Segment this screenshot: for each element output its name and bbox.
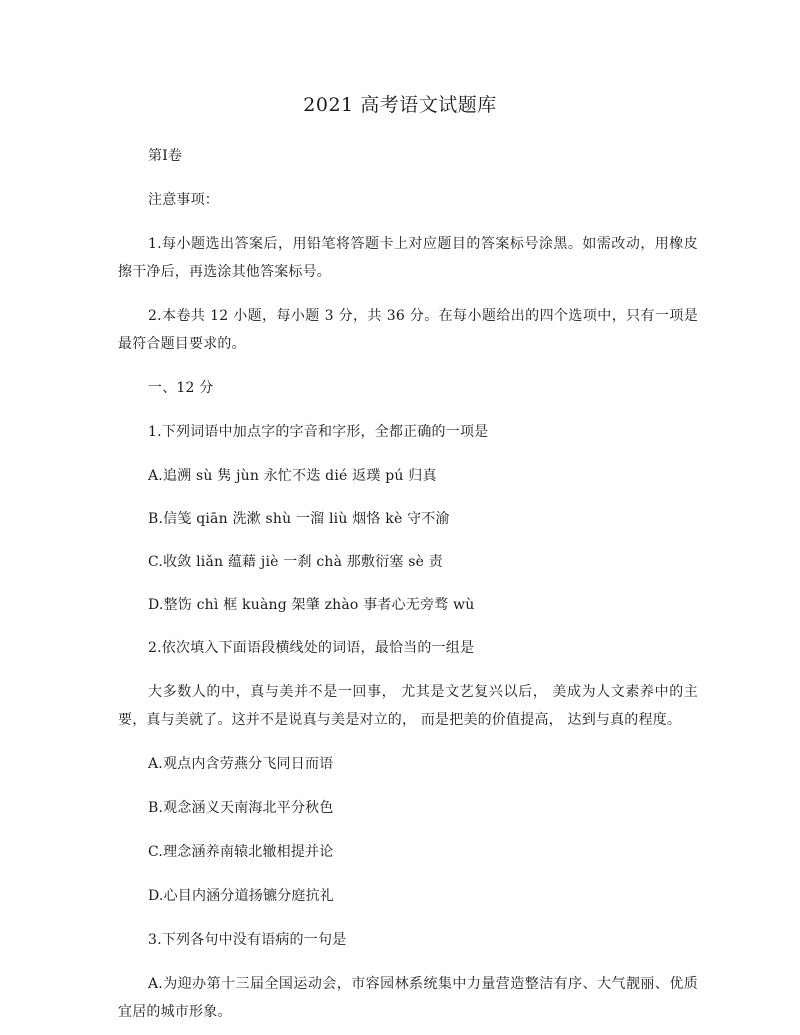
question-1-option-d: D.整饬 chì 框 kuàng 架肇 zhào 事者心无旁骛 wù [148, 597, 475, 613]
question-2-option-b: B.观念涵义天南海北平分秋色 [148, 800, 334, 816]
notice-heading: 注意事项： [148, 192, 219, 208]
notice-item-1: 1.每小题选出答案后，用铅笔将答题卡上对应题目的答案标号涂黑。如需改动，用橡皮擦干净后，再选涂其他答案标号。 [118, 236, 698, 280]
question-1-stem: 1.下列词语中加点字的字音和字形，全都正确的一项是 [148, 424, 489, 440]
part-heading: 一、12 分 [148, 380, 214, 396]
question-3-option-a: A.为迎办第十三届全国运动会，市容园林系统集中力量营造整洁有序、大气靓丽、优质宜居的城市形象。 [118, 976, 698, 1020]
question-1-option-c: C.收敛 liǎn 蕴藉 jiè 一刹 chà 那敷衍塞 sè 责 [148, 554, 443, 570]
question-1-option-a: A.追溯 sù 隽 jùn 永忙不迭 dié 返璞 pú 归真 [148, 468, 437, 484]
notice-item-2: 2.本卷共 12 小题，每小题 3 分，共 36 分。在每小题给出的四个选项中，只有一项是最符合题目要求的。 [118, 308, 698, 352]
question-2-option-c: C.理念涵养南辕北辙相提并论 [148, 844, 334, 860]
question-1-option-b: B.信笺 qiān 洗漱 shù 一溜 liù 烟恪 kè 守不渝 [148, 511, 450, 527]
document-title: 2021 高考语文试题库 [303, 94, 497, 116]
question-3-stem: 3.下列各句中没有语病的一句是 [148, 932, 347, 948]
section-label: 第Ⅰ卷 [148, 148, 183, 164]
question-2-passage: 大多数人的中，真与美并不是一回事， 尤其是文艺复兴以后， 美成为人文素养中的主要，真与美就了。这并不是说真与美是对立的， 而是把美的价值提高， 达到与真的程度。 [118, 684, 698, 728]
question-2-stem: 2.依次填入下面语段横线处的词语，最恰当的一组是 [148, 640, 475, 656]
question-2-option-d: D.心目内涵分道扬镳分庭抗礼 [148, 888, 334, 904]
question-2-option-a: A.观点内含劳燕分飞同日而语 [148, 756, 334, 772]
